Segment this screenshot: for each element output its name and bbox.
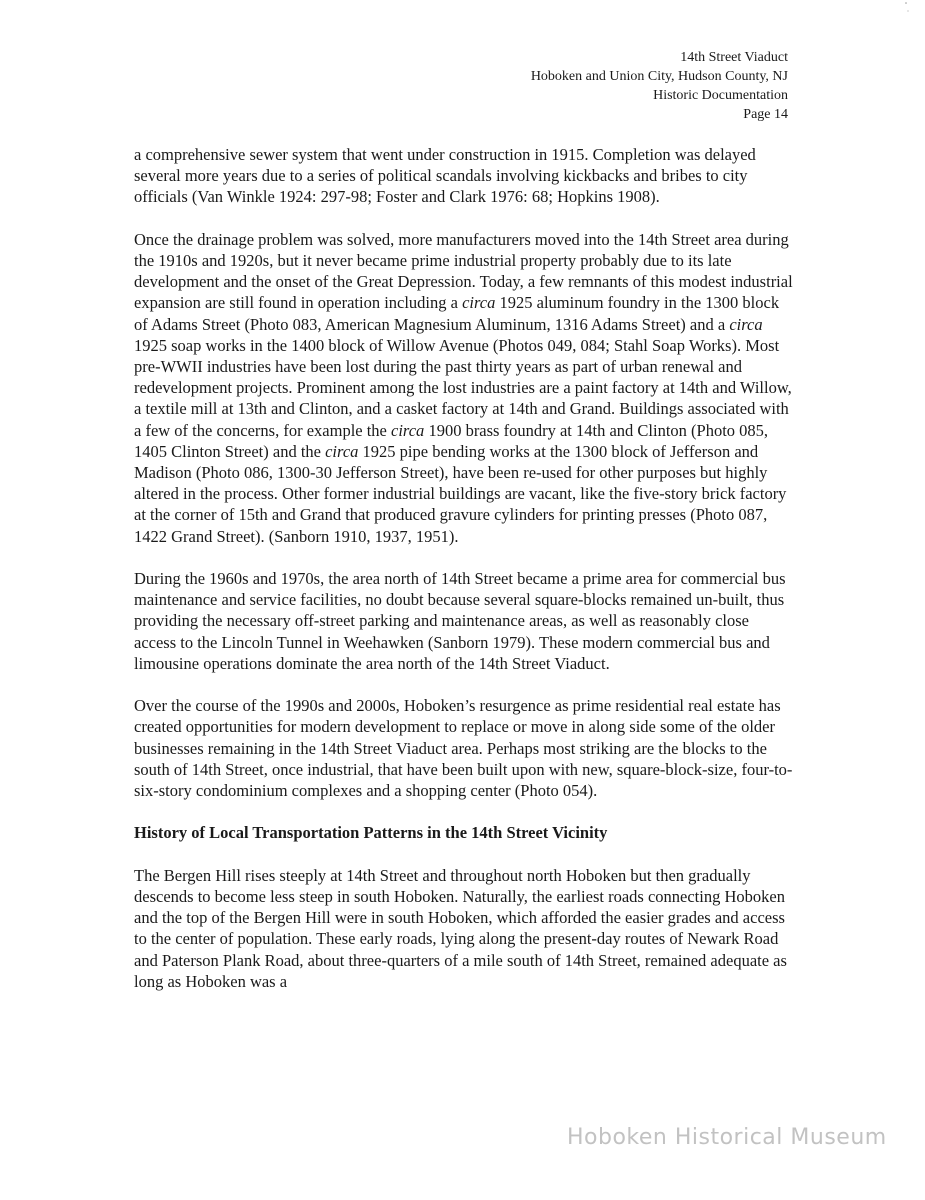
text-run: Once the drainage problem was solved, more manufacturers moved into the 14th Street area during the 1910s and 1920s, but it never became prime industrial property probably due to its late development and the onset of the Great Depression. Today, a few remnants of this modest industrial expansion are still found in operation including a: [134, 229, 793, 313]
museum-watermark: Hoboken Historical Museum: [567, 1125, 887, 1150]
scan-specks: [903, 0, 911, 14]
header-doc-type: Historic Documentation: [653, 88, 788, 103]
page-header: [531, 48, 788, 124]
paragraph-5: The Bergen Hill rises steeply at 14th Street and throughout north Hoboken but then gradually descends to become less steep in south Hoboken. Naturally, the earliest roads connecting Hoboken and the top of the Bergen Hill were in south Hoboken, which afforded the easier grades and access to the center of population. These early roads, lying along the present-day routes of Newark Road and Paterson Plank Road, about three-quarters of a mile south of 14th Street, remained adequate as long as Hoboken was a: [134, 865, 787, 991]
header-title: 14th Street Viaduct: [680, 50, 788, 65]
text-run: 1925 aluminum foundry in the 1300 block of Adams Street (Photo 083, American Magnesium Aluminum, 1316 Adams Street) and a: [134, 293, 780, 334]
page-number: Page 14: [743, 107, 788, 122]
italic-term: circa: [462, 293, 496, 313]
paragraph-2: [134, 229, 794, 547]
body-text: [134, 144, 794, 1013]
paragraph-4: Over the course of the 1990s and 2000s, Hoboken’s resurgence as prime residential real estate has created opportunities for modern development to replace or move in along side some of the older businesses remaining in the 14th Street Viaduct area. Perhaps most striking are the blocks to the south of 14th Street, once industrial, that have been built upon with new, square-block-size, four-to-six-story condominium complexes and a shopping center (Photo 054).: [134, 696, 793, 801]
italic-term: circa: [325, 441, 359, 461]
text-run: 1925 soap works in the 1400 block of Willow Avenue (Photos 049, 084; Stahl Soap Works). Most pre-WWII industries have been lost during the past thirty years as part of urban renewal and redevelopment projects. Prominent among the lost industries are a paint factory at 14th and Willow, a textile mill at 13th and Clinton, and a casket factory at 14th and Grand. Buildings associated with a few of the concerns, for example the: [134, 335, 792, 440]
header-location: Hoboken and Union City, Hudson County, NJ: [530, 69, 788, 84]
section-heading: History of Local Transportation Patterns in the 14th Street Vicinity: [134, 823, 608, 843]
paragraph-3: During the 1960s and 1970s, the area north of 14th Street became a prime area for commercial bus maintenance and service facilities, no doubt because several square-blocks remained un-built, thus providing the necessary off-street parking and maintenance areas, as well as reasonably close access to the Lincoln Tunnel in Weehawken (Sanborn 1979). These modern commercial bus and limousine operations dominate the area north of the 14th Street Viaduct.: [134, 569, 786, 673]
text-run: 1925 pipe bending works at the 1300 block of Jefferson and Madison (Photo 086, 1300-30 Jefferson Street), have been re-used for other purposes but highly altered in the process. Other former industrial buildings are vacant, like the five-story brick factory at the corner of 15th and Grand that produced gravure cylinders for printing presses (Photo 087, 1422 Grand Street). (Sanborn 1910, 1937, 1951).: [134, 441, 787, 546]
italic-term: circa: [729, 314, 763, 334]
text-run: 1900 brass foundry at 14th and Clinton (Photo 085, 1405 Clinton Street) and the: [134, 420, 769, 461]
paragraph-1: a comprehensive sewer system that went under construction in 1915. Completion was delayed several more years due to a series of political scandals involving kickbacks and bribes to city officials (Van Winkle 1924: 297-98; Foster and Clark 1976: 68; Hopkins 1908).: [134, 145, 756, 207]
italic-term: circa: [391, 420, 425, 440]
